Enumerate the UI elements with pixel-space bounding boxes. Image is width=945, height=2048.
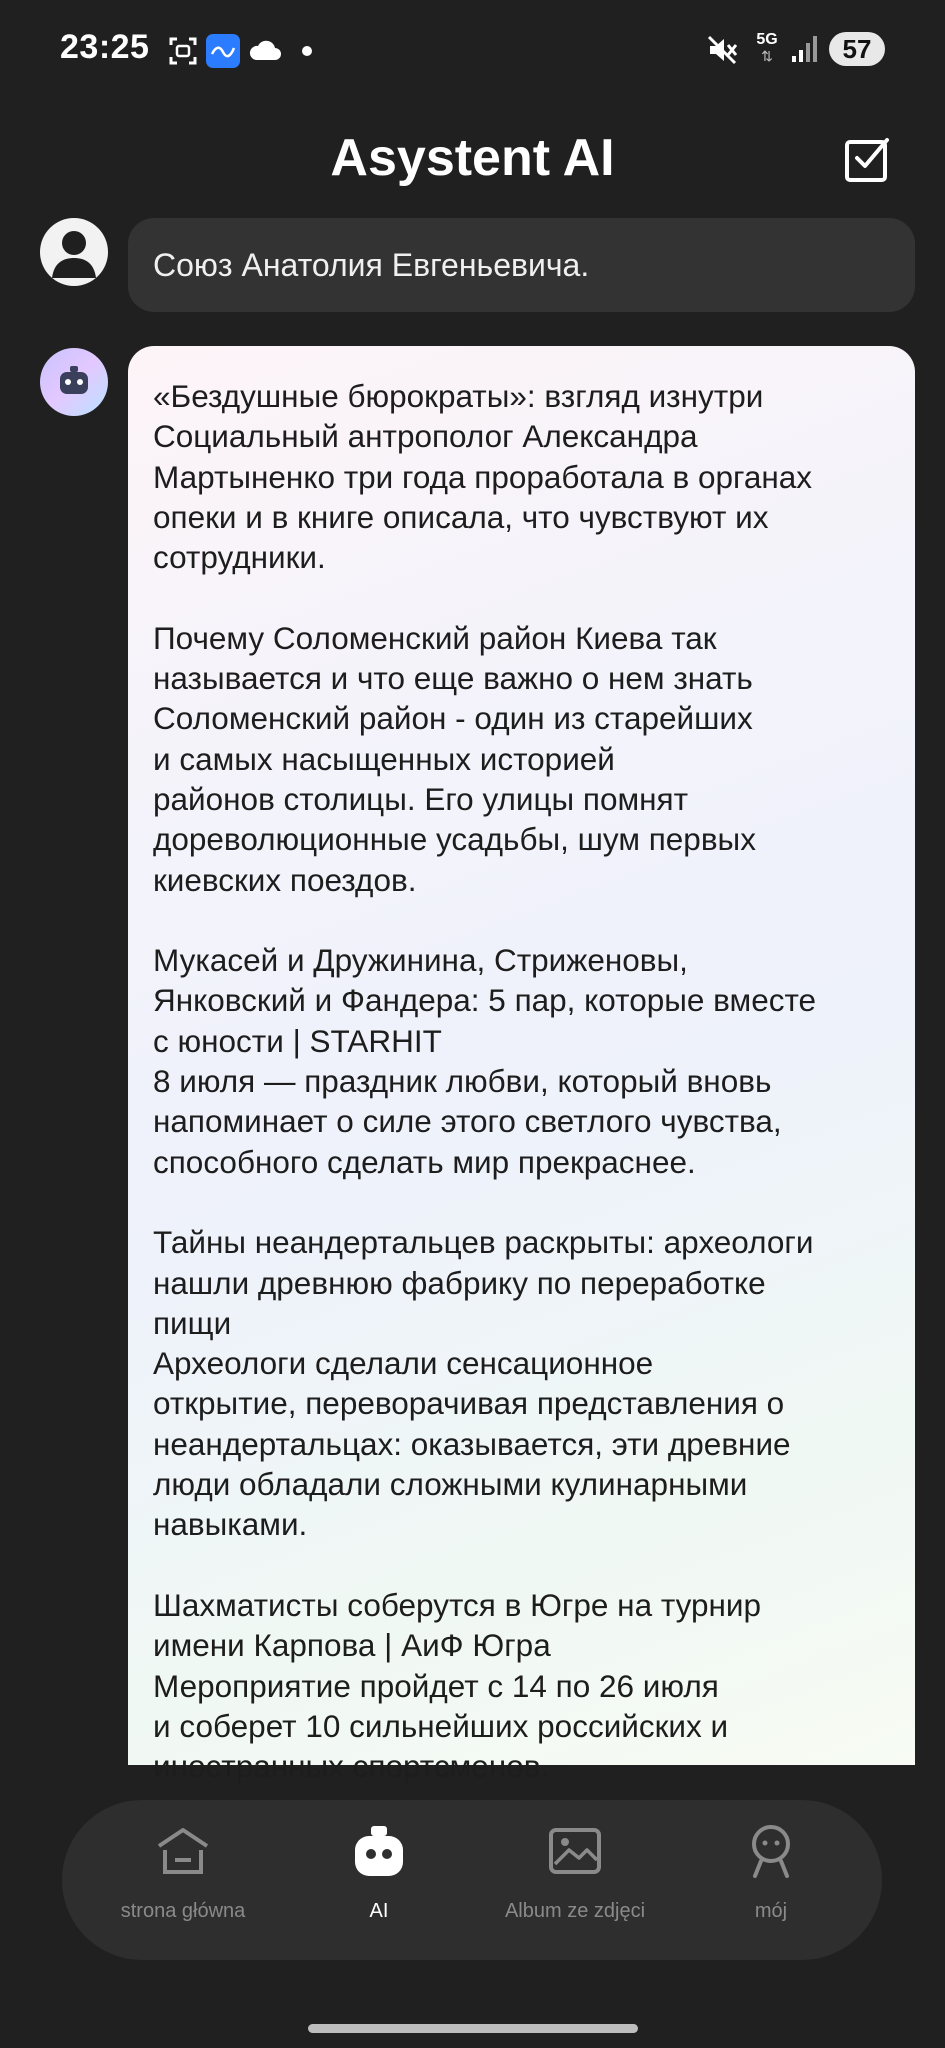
user-message-bubble: Союз Анатолия Евгеньевича.: [128, 218, 915, 312]
bot-paragraph: Почему Соломенский район Киева так называется и что еще важно о нем знать Соломенский район - один из старейших и самых насыщенных историей районов столицы. Его улицы помнят дореволюционные усадьбы, шум первых киевских поездов.: [153, 619, 756, 898]
cloud-icon: [248, 38, 282, 62]
robot-icon: [349, 1822, 409, 1882]
nav-item-album[interactable]: [480, 1800, 670, 1960]
home-indicator[interactable]: [308, 2024, 638, 2033]
nav-label-album: Album ze zdjęci: [504, 1900, 646, 1922]
nav-label-profile: mój: [754, 1900, 788, 1922]
dot-icon: [302, 46, 312, 56]
nav-item-profile[interactable]: [676, 1800, 866, 1960]
page-title: Asystent AI: [330, 129, 615, 187]
signal-icon: [790, 34, 820, 64]
network-label: 5G: [756, 31, 778, 48]
5g-icon: 5G ⇅: [753, 32, 781, 68]
mute-icon: [706, 34, 738, 66]
nav-label-ai: AI: [369, 1900, 389, 1922]
bot-message-bubble: [128, 346, 915, 1785]
status-time: 23:25: [60, 28, 150, 66]
bot-paragraph: Мукасей и Дружинина, Стриженовы, Янковский и Фандера: 5 пар, которые вместе с юности | STARHIT 8 июля — праздник любви, который вновь напоминает о силе этого светлого чувства, способного сделать мир прекраснее.: [153, 942, 817, 1180]
user-avatar: [40, 218, 108, 286]
bot-paragraph: Тайны неандертальцев раскрыты: археологи нашли древнюю фабрику по переработке пищи Археологи сделали сенсационное открытие, переворачивая представления о неандертальцах: оказывается, эти древние люди обладали сложными кулинарными навыками.: [153, 1224, 814, 1543]
bot-avatar: [40, 348, 108, 416]
battery-icon: 57: [829, 32, 885, 66]
app-icon: [206, 34, 240, 68]
user-silhouette-icon: [40, 218, 108, 286]
home-icon: [153, 1822, 213, 1882]
robot-icon: [40, 348, 108, 416]
header: [0, 120, 945, 200]
nav-item-ai[interactable]: [284, 1800, 474, 1960]
edit-checkbox-icon[interactable]: [843, 134, 893, 184]
bot-paragraph: «Бездушные бюрократы»: взгляд изнутри Социальный антрополог Александра Мартыненко три года проработала в органах опеки и в книге описала, что чувствуют их сотрудники.: [153, 378, 813, 576]
profile-icon: [741, 1822, 801, 1882]
image-icon: [545, 1822, 605, 1882]
nav-item-home[interactable]: [88, 1800, 278, 1960]
bot-paragraph: Шахматисты соберутся в Югре на турнир имени Карпова | АиФ Югра Мероприятие пройдет с 14 по 26 июля и соберет 10 сильнейших российских и иностранных спортсменов.: [153, 1586, 762, 1785]
nav-label-home: strona główna: [120, 1900, 246, 1922]
status-bar: [0, 0, 945, 100]
bottom-navigation: [62, 1800, 882, 1960]
screenshot-icon: [168, 36, 198, 66]
